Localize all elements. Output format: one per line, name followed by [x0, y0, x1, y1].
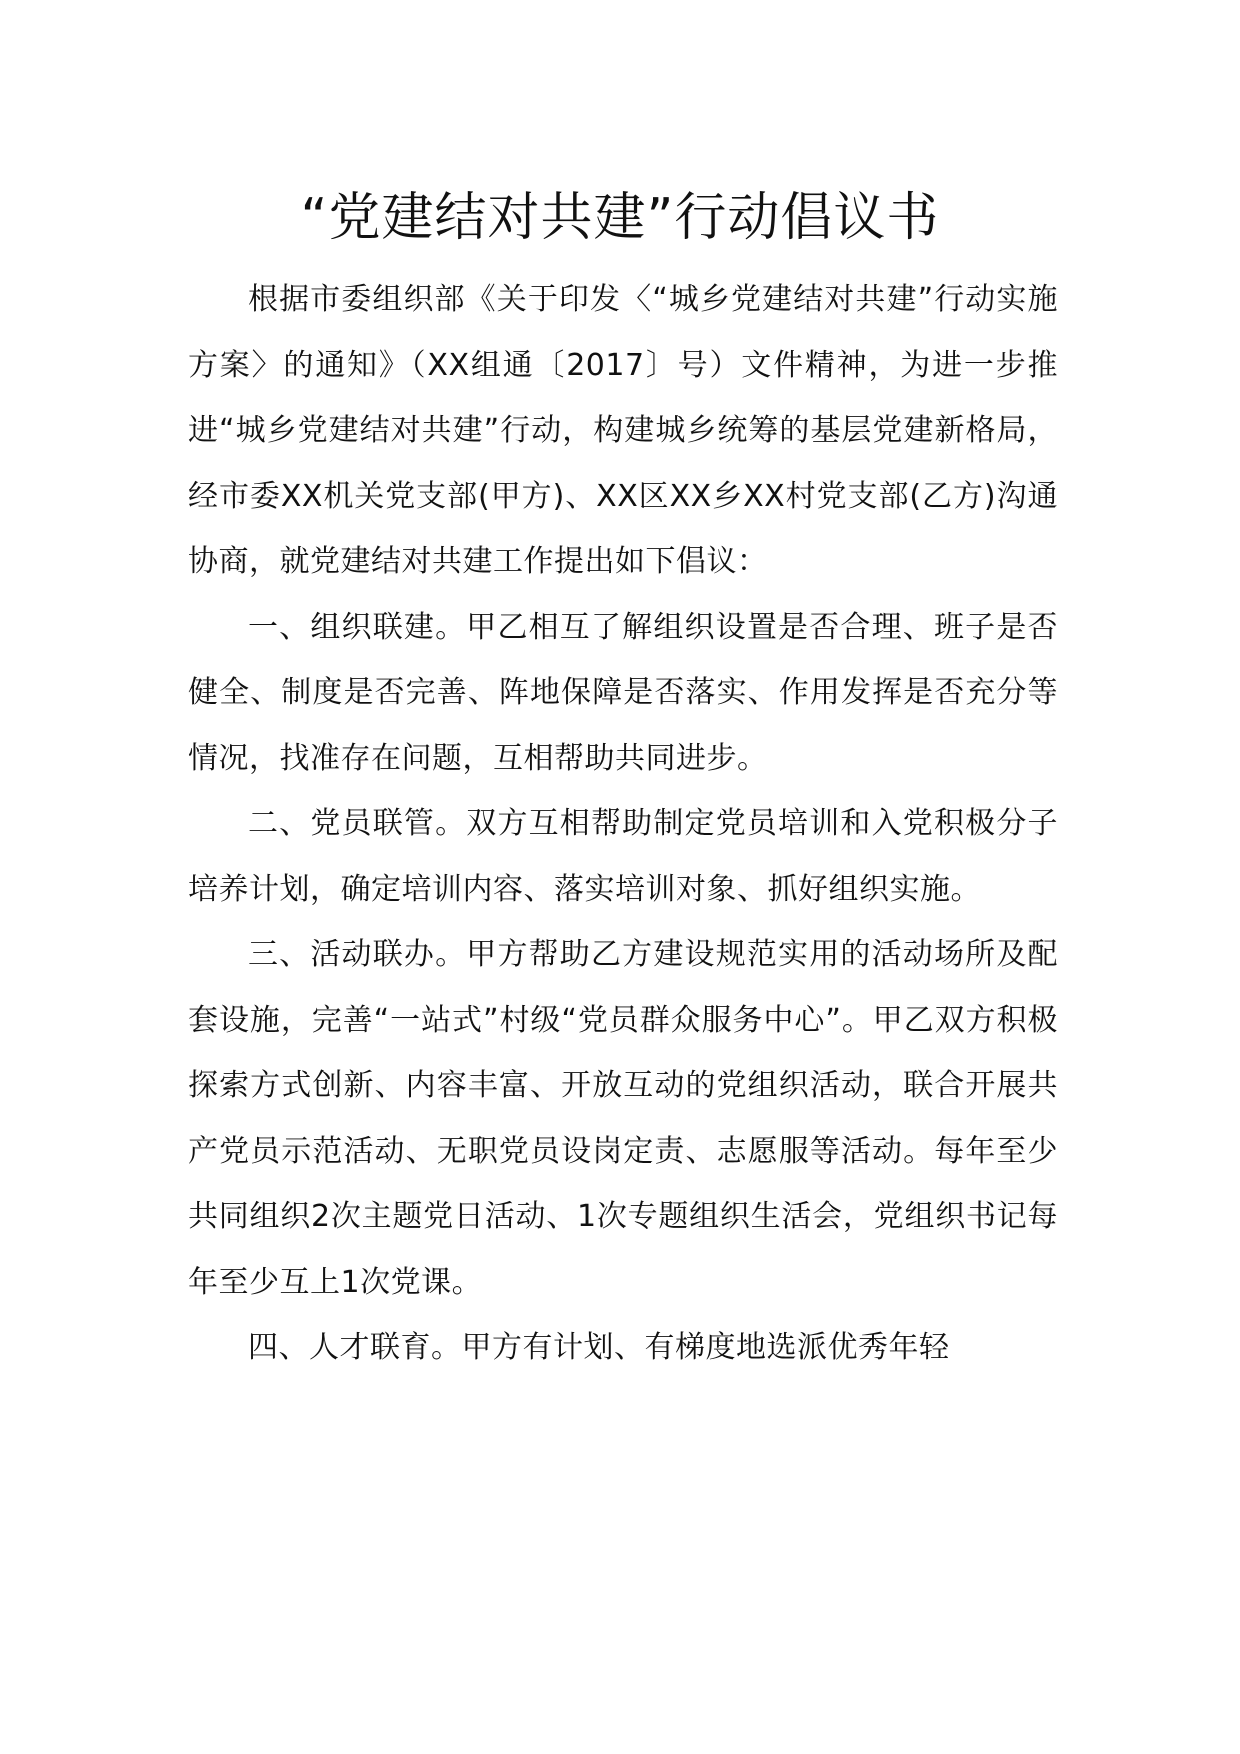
paragraph-organization: 一、组织联建。甲乙相互了解组织设置是否合理、班子是否健全、制度是否完善、阵地保障是否落实、作用发挥是否充分等情况，找准存在问题，互相帮助共同进步。 — [188, 609, 1058, 776]
document-body — [188, 267, 1058, 1381]
document-title: “党建结对共建”行动倡议书 — [300, 188, 940, 248]
paragraph-members: 二、党员联管。双方互相帮助制定党员培训和入党积极分子培养计划，确定培训内容、落实培训对象、抓好组织实施。 — [188, 806, 1058, 907]
paragraph-talent: 四、人才联育。甲方有计划、有梯度地选派优秀年轻 — [248, 1330, 950, 1365]
paragraph-activities: 三、活动联办。甲方帮助乙方建设规范实用的活动场所及配套设施，完善“一站式”村级“党员群众服务中心”。甲乙双方积极探索方式创新、内容丰富、开放互动的党组织活动，联合开展共产党员示范活动、无职党员设岗定责、志愿服等活动。每年至少共同组织2次主题党日活动、1次专题组织生活会，党组织书记每年至少互上1次党课。 — [188, 937, 1058, 1300]
paragraph-intro: 根据市委组织部《关于印发〈“城乡党建结对共建”行动实施方案〉的通知》（XX组通〔2017〕号）文件精神，为进一步推进“城乡党建结对共建”行动，构建城乡统筹的基层党建新格局，经市委XX机关党支部(甲方)、XX区XX乡XX村党支部(乙方)沟通协商，就党建结对共建工作提出如下倡议： — [188, 282, 1058, 579]
